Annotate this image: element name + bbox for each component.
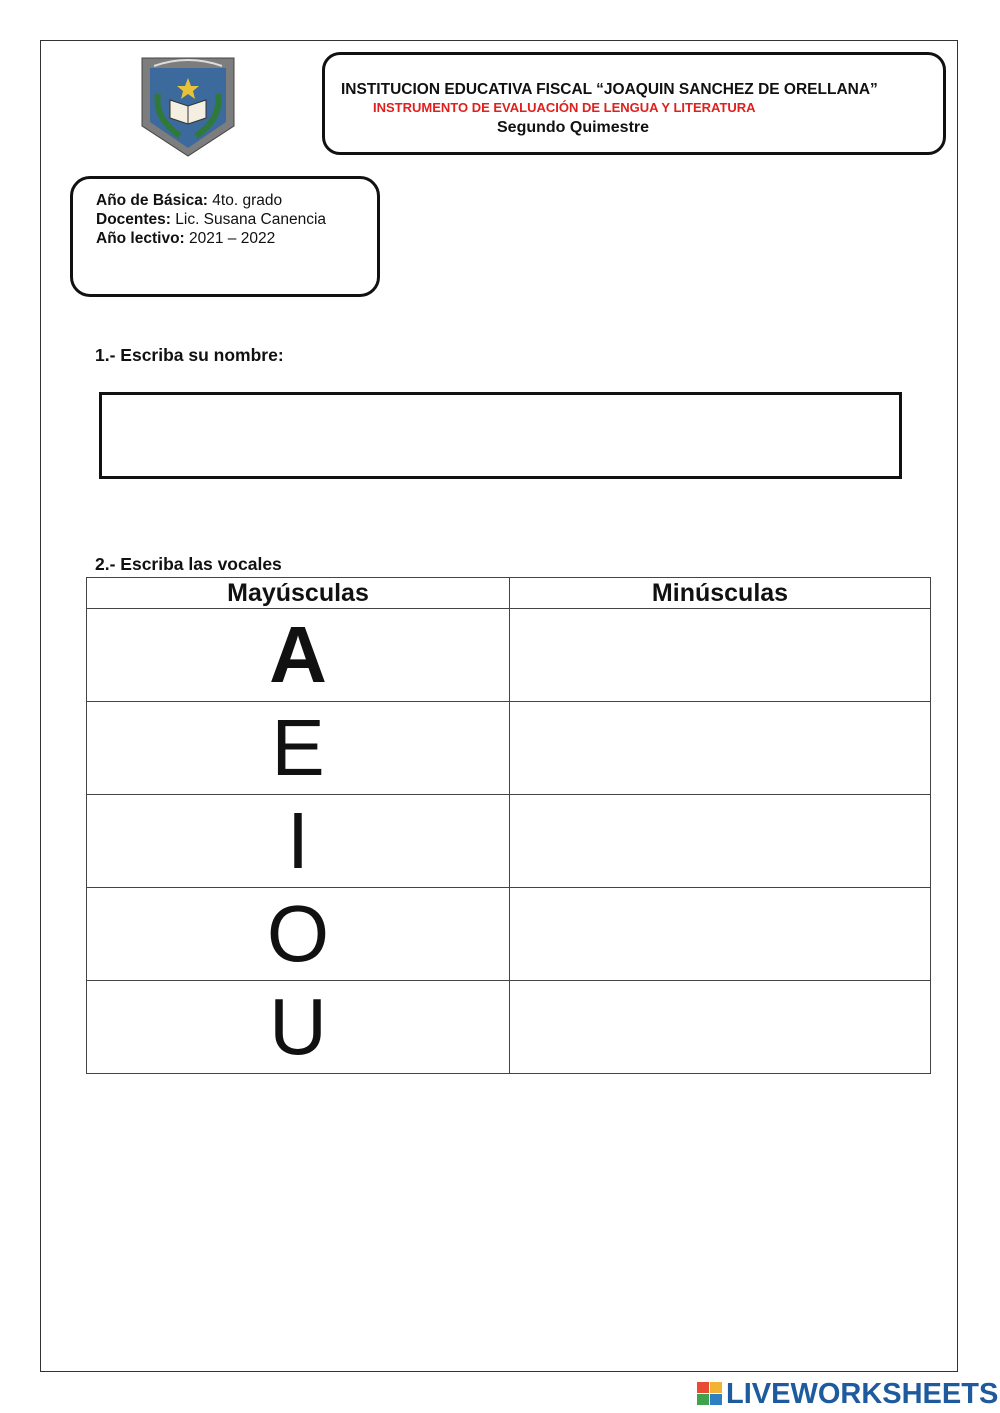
uppercase-vowel: A: [269, 610, 327, 699]
uppercase-cell: [87, 981, 510, 1074]
table-row: [87, 888, 931, 981]
lowercase-answer-cell[interactable]: [510, 888, 931, 981]
uppercase-cell: [87, 795, 510, 888]
lowercase-answer-cell[interactable]: [510, 609, 931, 702]
uppercase-cell: [87, 702, 510, 795]
uppercase-vowel: U: [269, 982, 327, 1071]
liveworksheets-logo-icon: [697, 1382, 723, 1406]
term-label: Segundo Quimestre: [497, 119, 650, 136]
lowercase-answer-cell[interactable]: [510, 702, 931, 795]
uppercase-vowel: E: [271, 703, 325, 792]
column-header-uppercase: Mayúsculas: [87, 578, 510, 609]
teacher-label: Docentes:: [96, 211, 171, 228]
name-input-box[interactable]: [99, 392, 902, 479]
info-box: [70, 176, 380, 297]
uppercase-vowel: I: [286, 796, 310, 885]
lowercase-answer-cell[interactable]: [510, 981, 931, 1074]
uppercase-cell: [87, 609, 510, 702]
school-crest-icon: [140, 56, 236, 158]
year-line: [96, 230, 275, 248]
year-label: Año lectivo:: [96, 230, 185, 247]
teacher-line: [96, 211, 326, 229]
table-row: [87, 795, 931, 888]
vowels-table: [86, 577, 931, 1074]
instrument-title: INSTRUMENTO DE EVALUACIÓN DE LENGUA Y LITERATURA: [373, 100, 756, 115]
question1-prompt: 1.- Escriba su nombre:: [95, 345, 284, 365]
table-row: [87, 981, 931, 1074]
uppercase-cell: [87, 888, 510, 981]
teacher-value: Lic. Susana Canencia: [175, 211, 327, 228]
grade-label: Año de Básica:: [96, 192, 208, 209]
liveworksheets-brand[interactable]: [697, 1378, 998, 1410]
grade-line: [96, 192, 282, 210]
header-box: [322, 52, 946, 155]
uppercase-vowel: O: [266, 889, 330, 978]
brand-text: LIVEWORKSHEETS: [726, 1377, 999, 1410]
question2-prompt: 2.- Escriba las vocales: [95, 554, 282, 574]
table-row: [87, 609, 931, 702]
year-value: 2021 – 2022: [189, 230, 276, 247]
column-header-lowercase: Minúsculas: [510, 578, 931, 609]
grade-value: 4to. grado: [212, 192, 283, 209]
lowercase-answer-cell[interactable]: [510, 795, 931, 888]
table-row: [87, 702, 931, 795]
school-name: INSTITUCION EDUCATIVA FISCAL “JOAQUIN SANCHEZ DE ORELLANA”: [341, 81, 878, 98]
